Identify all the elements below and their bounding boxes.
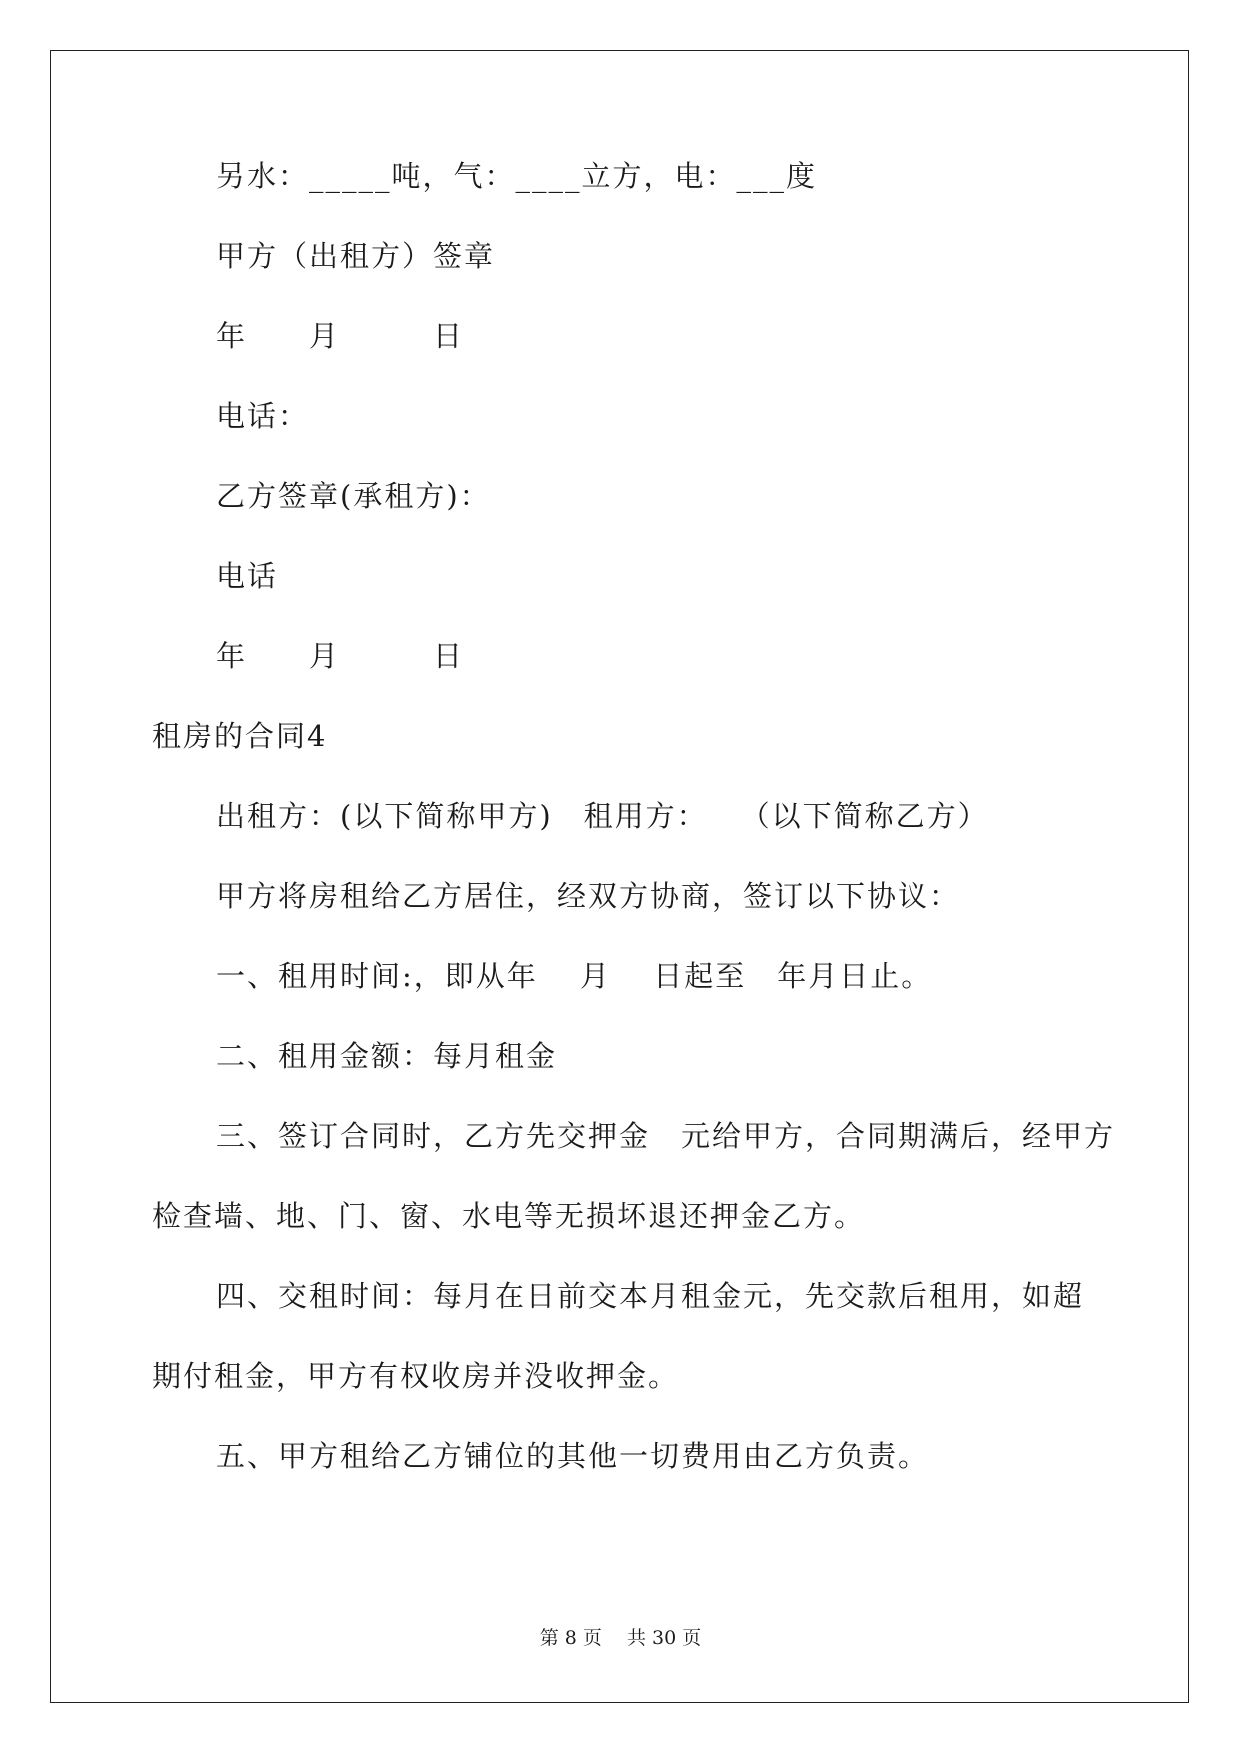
landlord-phone-label: 电话：	[216, 399, 310, 433]
landlord-signature-label: 甲方（出租方）签章	[216, 239, 496, 273]
tenant-phone-label: 电话	[216, 559, 279, 593]
clause-3-deposit: 三、签订合同时，乙方先交押金 元给甲方，合同期满后，经甲方	[216, 1119, 1116, 1153]
clause-5-other-fees: 五、甲方租给乙方铺位的其他一切费用由乙方负责。	[216, 1439, 930, 1473]
parties-line: 出租方：(以下简称甲方) 租用方： （以下简称乙方）	[216, 799, 989, 833]
utility-readings-line: 另水：_____吨，气：____立方，电：___度	[216, 159, 818, 193]
agreement-intro: 甲方将房租给乙方居住，经双方协商，签订以下协议：	[216, 879, 961, 913]
clause-2-rent-amount: 二、租用金额：每月租金	[216, 1039, 558, 1073]
section-heading: 租房的合同4	[152, 719, 328, 753]
clause-4-payment-time: 四、交租时间：每月在日前交本月租金元，先交款后租用，如超	[216, 1279, 1085, 1313]
tenant-date-line: 年 月 日	[216, 639, 465, 673]
clause-4-payment-time-continued: 期付租金，甲方有权收房并没收押金。	[152, 1359, 680, 1393]
clause-1-rental-period: 一、租用时间:，即从年 月 日起至 年月日止。	[216, 959, 933, 993]
clause-3-deposit-continued: 检查墙、地、门、窗、水电等无损坏退还押金乙方。	[152, 1199, 866, 1233]
page-number-footer: 第 8 页 共 30 页	[539, 1627, 702, 1649]
landlord-date-line: 年 月 日	[216, 319, 465, 353]
tenant-signature-label: 乙方签章(承租方)：	[216, 479, 491, 513]
